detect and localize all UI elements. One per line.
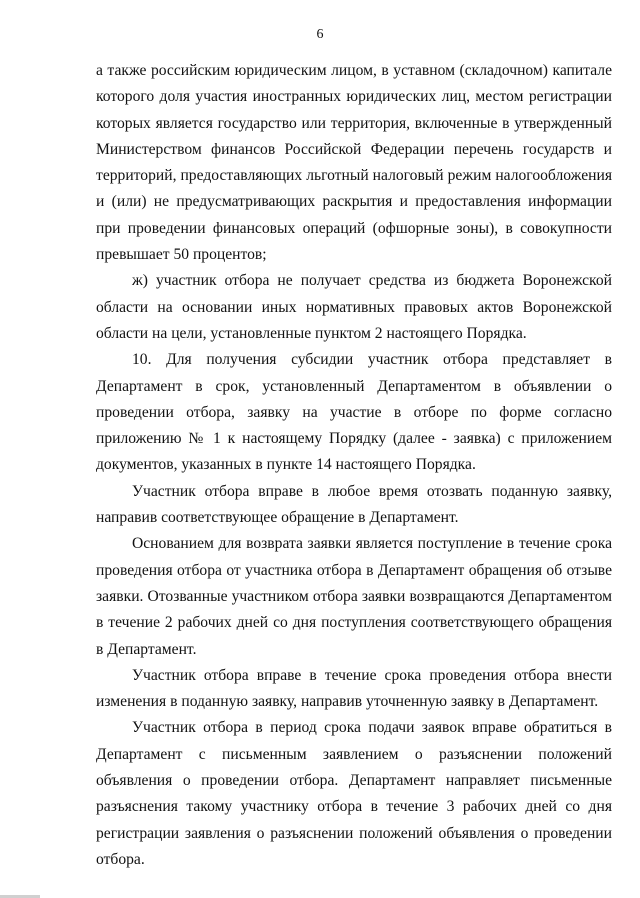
paragraph-amend-application: Участник отбора вправе в течение срока проведения отбора внести изменения в поданную заявку, направив уточненную заявку в Департамент. xyxy=(96,666,612,711)
paragraph-clarification-request: Участник отбора в период срока подачи заявок вправе обратиться в Департамент с письменным заявлением о разъяснении положений объявления о проведении отбора. Департамент направляет письменные разъяснения такому участнику отбора в течение 3 рабочих дней со дня регистрации заявления о разъяснении положений объявления о проведении отбора. xyxy=(96,719,612,868)
paragraph-clause-10: 10. Для получения субсидии участник отбора представляет в Департамент в срок, установленный Департаментом в объявлении о проведении отбора, заявку на участие в отборе по форме согласно приложению № 1 к настоящему Порядку (далее - заявка) с приложением документов, указанных в пункте 14 настоящего Порядка. xyxy=(96,351,612,474)
paragraph-withdraw-application: Участник отбора вправе в любое время отозвать поданную заявку, направив соответствующее обращение в Департамент. xyxy=(96,482,612,527)
paragraph-return-grounds: Основанием для возврата заявки является поступление в течение срока проведения отбора от участника отбора в Департамент обращения об отзыве заявки. Отозванные участником отбора заявки возвращаются Департаментом в течение 2 рабочих дней со дня поступления соответствующего обращения в Департамент. xyxy=(96,535,612,658)
document-body xyxy=(96,58,612,873)
paragraph-continuation: а также российским юридическим лицом, в уставном (складочном) капитале которого доля участия иностранных юридических лиц, местом регистрации которых является государство или территория, включенные в утвержденный Министерством финансов Российской Федерации перечень государств и территорий, предоставляющих льготный налоговый режим налогообложения и (или) не предусматривающих раскрытия и предоставления информации при проведении финансовых операций (офшорные зоны), в совокупности превышает 50 процентов; xyxy=(96,62,612,264)
paragraph-item-zh: ж) участник отбора не получает средства из бюджета Воронежской области на основании иных нормативных правовых актов Воронежской области на цели, установленные пунктом 2 настоящего Порядка. xyxy=(96,272,612,342)
page-number: 6 xyxy=(316,27,324,42)
